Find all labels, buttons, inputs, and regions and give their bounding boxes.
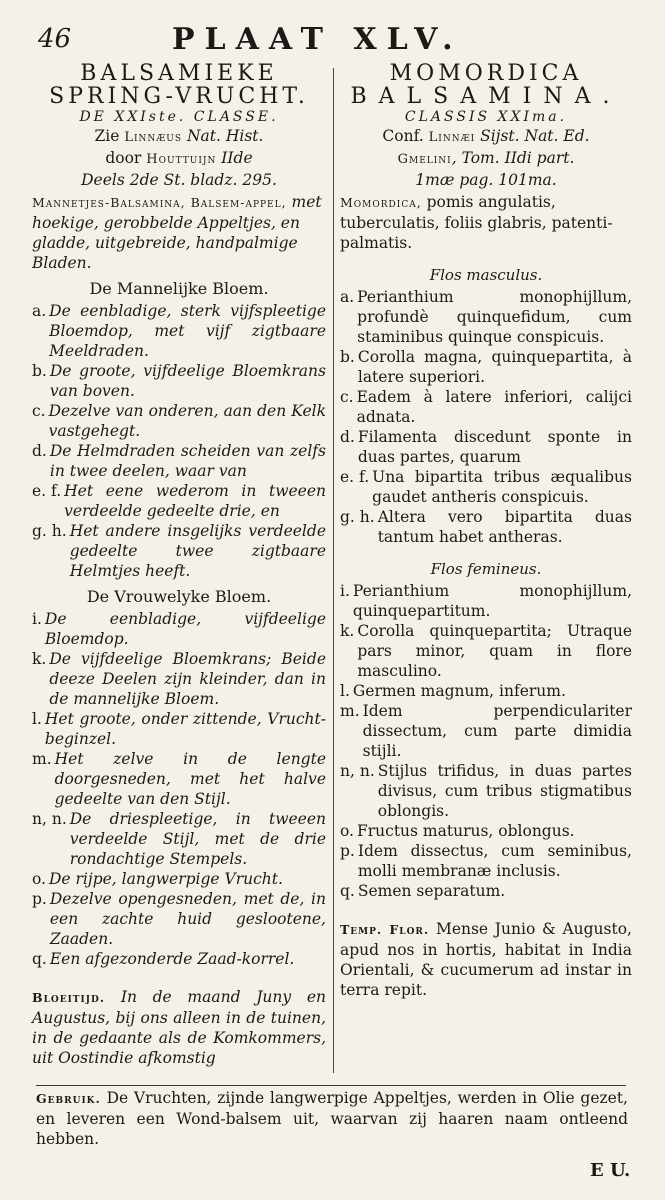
- dutch-column: [32, 62, 326, 1068]
- list-item: m. Het zelve in de lengte doorgesneden, met het halve gedeelte van den Stijl.: [32, 750, 326, 808]
- list-item: d. Filamenta discedunt sponte in duas partes, quarum: [340, 428, 632, 466]
- list-item: o. Fructus maturus, oblongus.: [340, 822, 575, 840]
- dutch-reference-line: Deels 2de St. bladz. 295.: [81, 171, 277, 189]
- latin-male-heading: Flos masculus.: [429, 266, 543, 284]
- list-item: k. Corolla quinquepartita; Utraque pars minor, quam in flore masculino.: [340, 622, 632, 680]
- dutch-title-line-2: SPRING-VRUCHT.: [49, 84, 309, 109]
- dutch-flowering-time: Bloeitijd. In de maand Juny en Augustus, bij ons alleen in de tuinen, in de gedaante als de Komkommers, uit Oostindie afkomstig: [32, 988, 326, 1067]
- list-item: l. Germen magnum, inferum.: [340, 682, 566, 700]
- footer-rule: [36, 1085, 626, 1086]
- latin-reference-line: 1mæ pag. 101ma.: [415, 171, 557, 189]
- latin-reference-line: Gmelini, Tom. IIdi part.: [397, 149, 575, 167]
- dutch-reference-line: Zie Linnæus Nat. Hist.: [94, 127, 264, 145]
- list-item: n, n. Stijlus trifidus, in duas partes divisus, cum tribus stigmatibus oblongis.: [340, 762, 632, 820]
- latin-title-line-1: MOMORDICA: [389, 61, 583, 86]
- list-item: i. De eenbladige, vijfdeelige Bloemdop.: [32, 610, 326, 648]
- list-item: a. Perianthium monophijllum, profundè quinquefidum, cum staminibus quinque conspicuis.: [340, 288, 632, 346]
- list-item: g. h. Het andere insgelijks verdeelde gedeelte twee zigtbaare Helmtjes heeft.: [32, 522, 326, 580]
- latin-reference-line: Conf. Linnæi Sijst. Nat. Ed.: [382, 127, 590, 145]
- list-item: q. Semen separatum.: [340, 882, 506, 900]
- dutch-description: Mannetjes-Balsamina, Balsem-appel, met hoekige, gerobbelde Appeltjes, en gladde, uitgebreide, handpalmige Bladen.: [32, 193, 322, 272]
- list-item: e. f. Una bipartita tribus æqualibus gaudet antheris conspicuis.: [340, 468, 632, 506]
- list-item: g. h. Altera vero bipartita duas tantum habet antheras.: [340, 508, 632, 546]
- list-item: p. Dezelve opengesneden, met de, in een zachte huid geslootene, Zaaden.: [32, 890, 326, 948]
- list-item: n, n. De driespleetige, in tweeen verdeelde Stijl, met de drie rondachtige Stempels.: [32, 810, 326, 868]
- two-column-body: [32, 62, 632, 1082]
- list-item: q. Een afgezonderde Zaad-korrel.: [32, 950, 295, 968]
- page-number: 46: [38, 24, 72, 54]
- list-item: i. Perianthium monophijllum, quinquepartitum.: [340, 582, 632, 620]
- usage-note: Gebruik. De Vruchten, zijnde langwerpige Appeltjes, werden in Olie gezet, en leveren een Wond-balsem uit, waarvan zij haaren naam ontleend hebben.: [36, 1089, 628, 1148]
- latin-female-heading: Flos femineus.: [430, 560, 542, 578]
- dutch-male-heading: De Mannelijke Bloem.: [89, 279, 269, 298]
- latin-title-line-2: BALSAMINA.: [350, 84, 622, 109]
- list-item: o. De rijpe, langwerpige Vrucht.: [32, 870, 283, 888]
- list-item: d. De Helmdraden scheiden van zelfs in twee deelen, waar van: [32, 442, 326, 480]
- dutch-female-heading: De Vrouwelyke Bloem.: [86, 587, 272, 606]
- latin-flowering-time: Temp. Flor. Mense Junio & Augusto, apud nos in hortis, habitat in India Orientali, & cucumerum ad instar in terra repit.: [340, 920, 632, 999]
- latin-column: [340, 62, 632, 1000]
- latin-classis: CLASSIS XXIma.: [404, 109, 568, 125]
- list-item: c. Dezelve van onderen, aan den Kelk vastgehegt.: [32, 402, 326, 440]
- list-item: b. De groote, vijfdeelige Bloemkrans van boven.: [32, 362, 326, 400]
- list-item: k. De vijfdeelige Bloemkrans; Beide deeze Deelen zijn kleinder, dan in de mannelijke Bloem.: [32, 650, 326, 708]
- page-header: [0, 22, 665, 62]
- dutch-title-line-1: BALSAMIEKE: [80, 61, 278, 86]
- list-item: a. De eenbladige, sterk vijfspleetige Bloemdop, met vijf zigtbaare Meeldraden.: [32, 302, 326, 360]
- list-item: p. Idem dissectus, cum seminibus, molli membranæ inclusis.: [340, 842, 632, 880]
- list-item: l. Het groote, onder zittende, Vrucht-beginzel.: [32, 710, 326, 748]
- column-divider: [333, 68, 334, 1073]
- list-item: m. Idem perpendiculariter dissectum, cum parte dimidia stijli.: [340, 702, 632, 760]
- signature-mark: E U.: [590, 1160, 631, 1181]
- list-item: e. f. Het eene wederom in tweeen verdeelde gedeelte drie, en: [32, 482, 326, 520]
- latin-description: Momordica, pomis angulatis, tuberculatis, foliis glabris, patenti-palmatis.: [340, 193, 613, 252]
- list-item: c. Eadem à latere inferiori, calijci adnata.: [340, 388, 632, 426]
- dutch-classis: DE XXIste. CLASSE.: [79, 109, 279, 125]
- dutch-reference-line: door Houttuijn IIde: [105, 149, 253, 167]
- plate-title: PLAAT XLV.: [172, 22, 463, 57]
- list-item: b. Corolla magna, quinquepartita, à latere superiori.: [340, 348, 632, 386]
